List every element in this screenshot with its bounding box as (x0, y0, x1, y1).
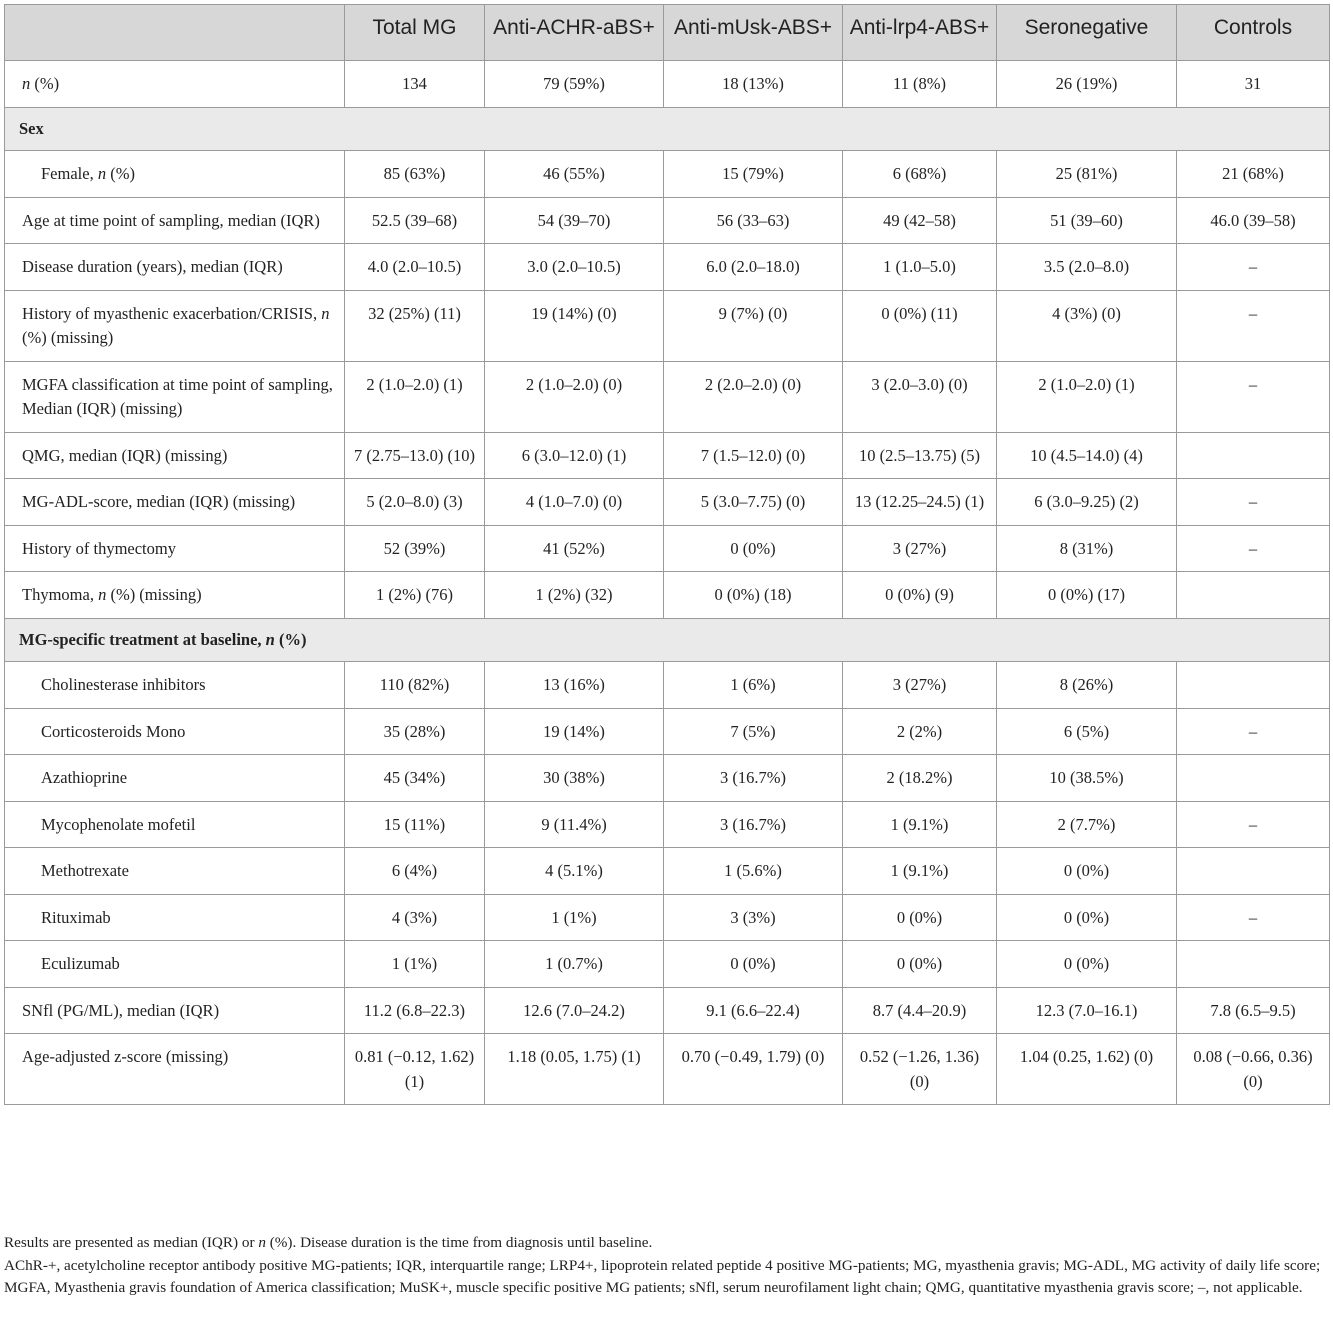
table-row (5, 987, 1330, 1034)
row-label (5, 755, 345, 802)
row-label-italic: n (321, 303, 330, 323)
table-cell: 41 (52%) (485, 525, 664, 572)
table-cell: 4 (1.0–7.0) (0) (485, 479, 664, 526)
section-header-row (5, 618, 1330, 662)
table-cell: 0 (0%) (997, 941, 1177, 988)
table-cell: 7 (2.75–13.0) (10) (345, 432, 485, 479)
table-cell: 32 (25%) (11) (345, 290, 485, 361)
table-cell: 7.8 (6.5–9.5) (1177, 987, 1330, 1034)
table-cell: 134 (345, 61, 485, 108)
row-label-italic: n (97, 164, 107, 183)
section-title-italic: n (265, 629, 275, 649)
row-label-text: Disease duration (years), median (IQR) (22, 257, 283, 276)
row-label (5, 941, 345, 988)
table-cell: 54 (39–70) (485, 197, 664, 244)
table-cell: 31 (1177, 61, 1330, 108)
table-cell: 0 (0%) (18) (664, 572, 843, 619)
table-cell: 9 (7%) (0) (664, 290, 843, 361)
header-cell: Seronegative (997, 5, 1177, 61)
table-cell: 6 (68%) (843, 151, 997, 198)
table-row (5, 61, 1330, 108)
table-cell: 15 (11%) (345, 801, 485, 848)
table-cell: 1.18 (0.05, 1.75) (1) (485, 1034, 664, 1105)
row-label-text: (%) (106, 164, 135, 183)
row-label (5, 1034, 345, 1105)
table-cell: 8 (31%) (997, 525, 1177, 572)
row-label (5, 479, 345, 526)
header-cell: Total MG (345, 5, 485, 61)
table-cell: 3 (27%) (843, 525, 997, 572)
table-cell: 2 (1.0–2.0) (1) (997, 361, 1177, 432)
table-cell: 2 (7.7%) (997, 801, 1177, 848)
table-row (5, 708, 1330, 755)
table-row (5, 801, 1330, 848)
row-label-text: (%) (missing) (106, 585, 202, 604)
table-body (5, 61, 1330, 1105)
table-cell (1177, 755, 1330, 802)
table-cell: 3 (2.0–3.0) (0) (843, 361, 997, 432)
table-cell: 11.2 (6.8–22.3) (345, 987, 485, 1034)
row-label-text: SNfl (PG/ML), median (IQR) (22, 1000, 220, 1020)
table-cell: 0 (0%) (17) (997, 572, 1177, 619)
table-row (5, 894, 1330, 941)
table-cell: 5 (3.0–7.75) (0) (664, 479, 843, 526)
table-cell: 10 (4.5–14.0) (4) (997, 432, 1177, 479)
table-cell: 2 (1.0–2.0) (0) (485, 361, 664, 432)
table-cell: – (1177, 525, 1330, 572)
row-label-text: MGFA classification at time point of sampling, Median (IQR) (missing) (22, 374, 333, 418)
row-label-italic: n (22, 74, 31, 93)
row-label-text: Eculizumab (41, 954, 120, 973)
table-cell: – (1177, 244, 1330, 291)
table-cell: 6 (5%) (997, 708, 1177, 755)
table-cell: 9.1 (6.6–22.4) (664, 987, 843, 1034)
section-title-text: Sex (19, 118, 44, 138)
table-row (5, 197, 1330, 244)
table-cell: 19 (14%) (0) (485, 290, 664, 361)
row-label (5, 290, 345, 361)
table-cell: – (1177, 361, 1330, 432)
table-cell: 45 (34%) (345, 755, 485, 802)
row-label-text: Rituximab (41, 907, 111, 927)
table-cell: 1 (0.7%) (485, 941, 664, 988)
table-cell: 15 (79%) (664, 151, 843, 198)
table-row (5, 755, 1330, 802)
baseline-characteristics-table (4, 4, 1330, 1105)
header-cell (5, 5, 345, 61)
row-label-text: Female, (41, 164, 98, 183)
table-cell: 4 (5.1%) (485, 848, 664, 895)
table-cell: 0 (0%) (664, 525, 843, 572)
row-label (5, 61, 345, 108)
row-label (5, 361, 345, 432)
table-cell: – (1177, 290, 1330, 361)
table-cell: 85 (63%) (345, 151, 485, 198)
row-label-text: (%) (30, 74, 60, 93)
table-cell: 2 (1.0–2.0) (1) (345, 361, 485, 432)
table-cell: 6 (4%) (345, 848, 485, 895)
results-table-wrapper (4, 4, 1329, 1105)
table-row (5, 151, 1330, 198)
table-cell: 0.70 (−0.49, 1.79) (0) (664, 1034, 843, 1105)
table-cell: 6 (3.0–12.0) (1) (485, 432, 664, 479)
table-cell: 46 (55%) (485, 151, 664, 198)
table-cell: 0.81 (−0.12, 1.62) (1) (345, 1034, 485, 1105)
table-cell: 4 (3%) (345, 894, 485, 941)
table-cell: 30 (38%) (485, 755, 664, 802)
row-label (5, 432, 345, 479)
table-cell: 18 (13%) (664, 61, 843, 108)
table-row (5, 361, 1330, 432)
table-cell: 2 (18.2%) (843, 755, 997, 802)
table-cell: 49 (42–58) (843, 197, 997, 244)
row-label (5, 708, 345, 755)
table-cell: 8 (26%) (997, 662, 1177, 709)
table-cell: 51 (39–60) (997, 197, 1177, 244)
table-row (5, 1034, 1330, 1105)
table-cell: 3 (3%) (664, 894, 843, 941)
table-cell: 3 (27%) (843, 662, 997, 709)
table-cell: 0.08 (−0.66, 0.36) (0) (1177, 1034, 1330, 1105)
row-label-text: Age-adjusted z-score (missing) (22, 1047, 229, 1066)
header-cell: Anti-lrp4-ABS+ (843, 5, 997, 61)
header-cell: Anti-ACHR-aBS+ (485, 5, 664, 61)
table-cell: 1 (1%) (485, 894, 664, 941)
table-cell: 3.0 (2.0–10.5) (485, 244, 664, 291)
table-footnotes (4, 1232, 1330, 1300)
table-cell: 5 (2.0–8.0) (3) (345, 479, 485, 526)
table-cell: 12.3 (7.0–16.1) (997, 987, 1177, 1034)
row-label-text: Age at time point of sampling, median (IQR) (22, 210, 320, 230)
table-cell: 0 (0%) (664, 941, 843, 988)
table-cell: 10 (38.5%) (997, 755, 1177, 802)
table-cell (1177, 572, 1330, 619)
row-label-text: MG-ADL-score, median (IQR) (missing) (22, 492, 296, 511)
table-cell: – (1177, 708, 1330, 755)
table-cell: 1 (2%) (76) (345, 572, 485, 619)
table-row (5, 290, 1330, 361)
table-cell: 79 (59%) (485, 61, 664, 108)
table-row (5, 479, 1330, 526)
table-cell: – (1177, 801, 1330, 848)
row-label-text: Methotrexate (41, 861, 129, 880)
table-cell: 0 (0%) (997, 894, 1177, 941)
table-cell: 13 (12.25–24.5) (1) (843, 479, 997, 526)
section-title-text: MG-specific treatment at baseline, (19, 629, 266, 649)
row-label (5, 525, 345, 572)
table-cell: 52.5 (39–68) (345, 197, 485, 244)
row-label (5, 151, 345, 198)
table-cell: 1 (5.6%) (664, 848, 843, 895)
footnote-abbreviations: AChR-+, acetylcholine receptor antibody positive MG-patients; IQR, interquartile range; LRP4+, lipoprotein related peptide 4 positive MG-patients; MG, myasthenia gravis; MG-ADL, MG activity of daily life score; MGFA, Myasthenia gravis foundation of America classification; MuSK+, muscle specific positive MG patients; sNfl, serum neurofilament light chain; QMG, quantitative myasthenia gravis score; –, not applicable. (4, 1256, 1321, 1296)
section-header-row (5, 107, 1330, 151)
footnote-text: (%). Disease duration is the time from diagnosis until baseline. (265, 1234, 653, 1251)
table-cell: 52 (39%) (345, 525, 485, 572)
row-label (5, 244, 345, 291)
row-label-text: (%) (missing) (22, 328, 114, 347)
section-title-text: (%) (274, 629, 307, 649)
section-title (5, 618, 1330, 662)
table-cell: 6.0 (2.0–18.0) (664, 244, 843, 291)
table-cell: 21 (68%) (1177, 151, 1330, 198)
row-label (5, 801, 345, 848)
header-cell: Controls (1177, 5, 1330, 61)
table-cell: 12.6 (7.0–24.2) (485, 987, 664, 1034)
row-label (5, 197, 345, 244)
row-label-italic: n (98, 585, 107, 604)
table-cell: – (1177, 479, 1330, 526)
table-cell: 25 (81%) (997, 151, 1177, 198)
row-label-text: QMG, median (IQR) (missing) (22, 445, 228, 465)
table-cell: 11 (8%) (843, 61, 997, 108)
table-cell: 0 (0%) (843, 941, 997, 988)
table-row (5, 662, 1330, 709)
table-row (5, 941, 1330, 988)
table-header-row (5, 5, 1330, 61)
row-label-text: Corticosteroids Mono (41, 721, 186, 741)
table-cell: 13 (16%) (485, 662, 664, 709)
footnote-text: Results are presented as median (IQR) or (4, 1234, 259, 1251)
row-label (5, 987, 345, 1034)
table-cell: 0 (0%) (997, 848, 1177, 895)
table-cell (1177, 662, 1330, 709)
row-label-text: History of thymectomy (22, 538, 176, 558)
row-label-text: Cholinesterase inhibitors (41, 675, 206, 694)
row-label (5, 894, 345, 941)
table-row (5, 572, 1330, 619)
table-cell: 9 (11.4%) (485, 801, 664, 848)
table-cell: 0 (0%) (9) (843, 572, 997, 619)
table-cell: 0.52 (−1.26, 1.36) (0) (843, 1034, 997, 1105)
table-cell: 3 (16.7%) (664, 801, 843, 848)
table-cell: 4 (3%) (0) (997, 290, 1177, 361)
table-cell: 56 (33–63) (664, 197, 843, 244)
row-label-text: History of myasthenic exacerbation/CRISIS, (22, 303, 322, 323)
table-cell: 6 (3.0–9.25) (2) (997, 479, 1177, 526)
table-row (5, 525, 1330, 572)
table-cell: 1.04 (0.25, 1.62) (0) (997, 1034, 1177, 1105)
table-row (5, 244, 1330, 291)
table-cell: 19 (14%) (485, 708, 664, 755)
table-cell: 7 (1.5–12.0) (0) (664, 432, 843, 479)
row-label (5, 848, 345, 895)
table-cell (1177, 848, 1330, 895)
row-label-text: Thymoma, (22, 585, 99, 604)
table-cell: 1 (6%) (664, 662, 843, 709)
table-cell: 1 (9.1%) (843, 801, 997, 848)
table-cell: 8.7 (4.4–20.9) (843, 987, 997, 1034)
table-cell: 2 (2%) (843, 708, 997, 755)
header-cell: Anti-mUsk-ABS+ (664, 5, 843, 61)
table-cell: 46.0 (39–58) (1177, 197, 1330, 244)
table-cell: 0 (0%) (843, 894, 997, 941)
table-cell: 1 (9.1%) (843, 848, 997, 895)
table-cell: 1 (1.0–5.0) (843, 244, 997, 291)
table-cell: 7 (5%) (664, 708, 843, 755)
footnote-results (4, 1232, 1330, 1255)
row-label (5, 662, 345, 709)
table-cell: 3 (16.7%) (664, 755, 843, 802)
table-cell: 0 (0%) (11) (843, 290, 997, 361)
table-cell (1177, 941, 1330, 988)
table-cell: 35 (28%) (345, 708, 485, 755)
table-cell: 2 (2.0–2.0) (0) (664, 361, 843, 432)
footnote-italic: n (258, 1234, 266, 1251)
section-title (5, 107, 1330, 151)
table-cell: 4.0 (2.0–10.5) (345, 244, 485, 291)
row-label-text: Mycophenolate mofetil (41, 814, 196, 834)
table-row (5, 432, 1330, 479)
table-cell: – (1177, 894, 1330, 941)
row-label (5, 572, 345, 619)
table-cell: 110 (82%) (345, 662, 485, 709)
table-cell: 10 (2.5–13.75) (5) (843, 432, 997, 479)
table-cell: 26 (19%) (997, 61, 1177, 108)
table-row (5, 848, 1330, 895)
table-cell: 1 (2%) (32) (485, 572, 664, 619)
row-label-text: Azathioprine (41, 768, 128, 787)
table-cell: 1 (1%) (345, 941, 485, 988)
table-cell: 3.5 (2.0–8.0) (997, 244, 1177, 291)
table-cell (1177, 432, 1330, 479)
